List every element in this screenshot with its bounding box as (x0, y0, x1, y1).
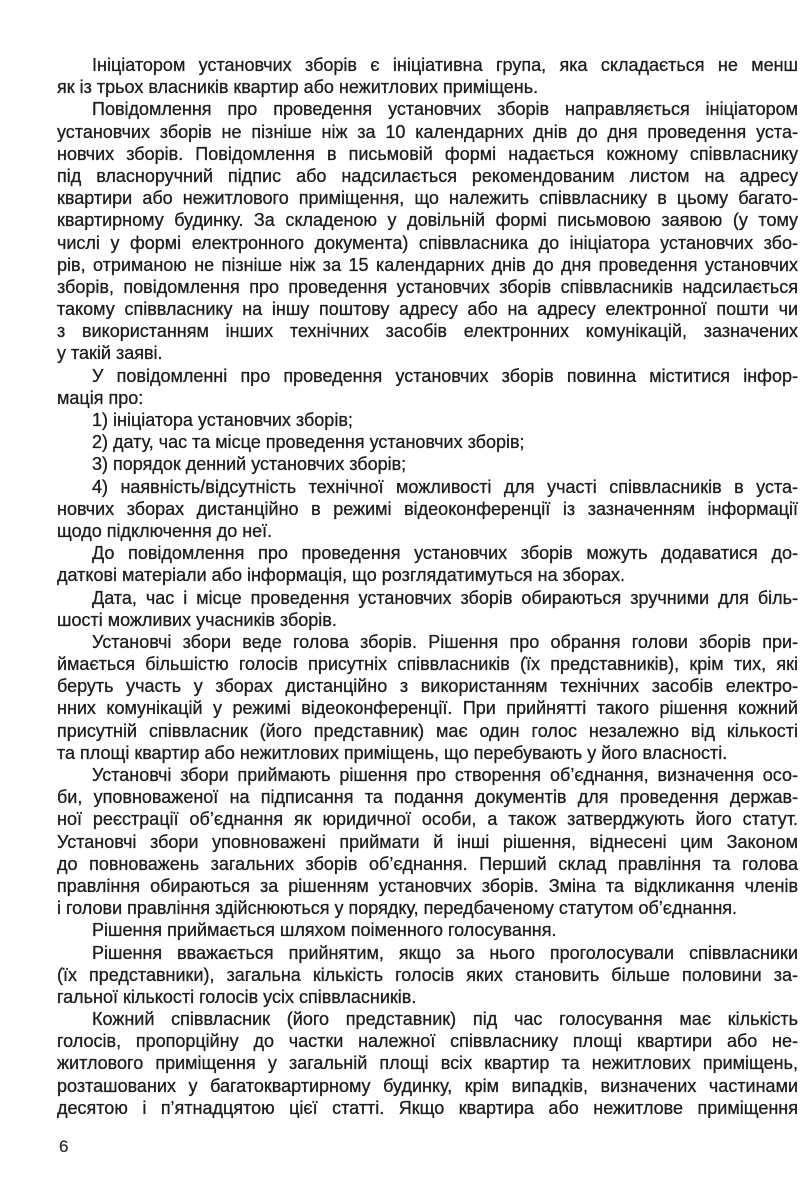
text-line-content: Установчі збори уповноважені приймати й інші рішення, віднесені цим Законом (57, 831, 798, 852)
text-line-content: новчих зборів. Повідомлення в письмовій формі надається кожному співвласнику (57, 143, 798, 164)
text-line (57, 675, 798, 697)
text-line-content: 4) наявність/відсутність технічної можливості для участі співвласників в уста- (92, 476, 798, 497)
paragraph (57, 631, 798, 764)
paragraph (57, 476, 798, 543)
text-line (57, 786, 798, 808)
text-line (57, 276, 798, 298)
paragraph (57, 587, 798, 631)
paragraph (57, 542, 798, 586)
text-line-content: У повідомленні про проведення установчих зборів повинна міститися інфор- (92, 365, 798, 386)
text-line (57, 764, 798, 786)
text-line (57, 742, 798, 764)
paragraph (57, 453, 798, 475)
text-line (57, 1008, 798, 1030)
text-line-content: даткові матеріали або інформація, що розглядатимуться на зборах. (57, 565, 626, 586)
text-line (57, 365, 798, 387)
text-line (57, 631, 798, 653)
text-line (57, 609, 798, 631)
paragraph (57, 365, 798, 409)
text-line (57, 942, 798, 964)
text-line-content: Дата, час і місце проведення установчих зборів обираються зручними для біль- (92, 587, 799, 608)
text-line (57, 387, 798, 409)
text-line-content: Установчі збори приймають рішення про створення об’єднання, визначення осо- (92, 765, 798, 785)
text-line-content: Кожний співвласник (його представник) під час голосування має кількість (92, 1009, 799, 1030)
paragraph (57, 98, 798, 364)
text-line-content: розташованих у багатоквартирному будинку, крім випадків, визначених частинами (57, 1075, 798, 1096)
text-line-content: рів, отриманою не пізніше ніж за 15 календарних днів до дня проведення установчих (57, 254, 798, 275)
text-line (57, 520, 798, 542)
text-line (57, 431, 798, 453)
text-line (57, 1075, 798, 1097)
text-line-content: 3) порядок денний установчих зборів; (92, 454, 407, 475)
text-line-content: з використанням інших технічних засобів електронних комунікацій, зазначених (57, 321, 799, 342)
paragraph (57, 919, 798, 941)
text-line (57, 165, 798, 187)
text-line-content: Установчі збори веде голова зборів. Рішення про обрання голови зборів при- (92, 631, 799, 652)
text-line-content: 1) ініціатора установчих зборів; (92, 410, 353, 430)
text-line-content: до повноважень загальних зборів об’єднання. Перший склад правління та голова (57, 853, 799, 874)
text-line-content: у такій заяві. (57, 343, 163, 364)
text-line (57, 831, 798, 853)
text-line (57, 187, 798, 209)
text-line (57, 964, 798, 986)
paragraph (57, 54, 798, 98)
text-line-content: числі у формі електронного документа) співвласника до ініціатора установчих збо- (57, 232, 798, 253)
text-line (57, 853, 798, 875)
text-line-content: десятою і п’ятнадцятою цієї статті. Якщо квартира або нежитлове приміщення (57, 1097, 798, 1118)
text-line-content: би, уповноваженої на підписання та подання документів для проведення держав- (57, 787, 799, 808)
text-line (57, 409, 798, 431)
text-line-content: ймається більшістю голосів присутніх співвласників (їх представників), крім тих, які (57, 654, 799, 675)
paragraph (57, 1008, 798, 1119)
text-line-content: мація про: (57, 387, 144, 408)
text-line-content: такому співвласнику на іншу поштову адресу або на адресу електронної пошти чи (57, 299, 798, 320)
text-line-content: квартирному будинку. За складеною у довільній формі письмовою заявою (у тому (57, 210, 799, 231)
text-line (57, 76, 798, 98)
text-line (57, 808, 798, 830)
text-line-content: Повідомлення про проведення установчих зборів направляється ініціатором (92, 99, 798, 120)
text-line-content: квартири або нежитлового приміщення, що належить співвласнику в цьому багато- (57, 188, 798, 209)
text-line-content: беруть участь у зборах дистанційно з використанням технічних засобів електро- (57, 676, 798, 697)
text-line (57, 98, 798, 120)
page-number: 6 (59, 1137, 69, 1156)
text-line-content: житлового приміщення у загальній площі всіх квартир та нежитлових приміщень, (57, 1053, 798, 1074)
text-line (57, 720, 798, 742)
text-line-content: присутній співвласник (його представник) має один голос незалежно від кількості (57, 720, 798, 741)
text-line (57, 1030, 798, 1052)
text-line (57, 143, 798, 165)
text-line (57, 320, 798, 342)
text-line (57, 453, 798, 475)
paragraph (57, 764, 798, 919)
text-line (57, 254, 798, 276)
paragraph (57, 942, 798, 1009)
text-line-content: ної реєстрації об’єднання як юридичної особи, а також затверджують його статут. (57, 809, 799, 830)
text-line-content: Рішення вважається прийнятим, якщо за нього проголосували співвласники (92, 942, 798, 963)
text-line (57, 919, 798, 941)
text-line-content: під власноручний підпис або надсилається рекомендованим листом на адресу (57, 165, 798, 186)
text-line (57, 54, 798, 76)
text-line-content: і голови правління здійснюються у порядку, передбаченому статутом об’єднання. (57, 898, 738, 919)
text-line (57, 232, 798, 254)
text-line (57, 564, 798, 586)
text-line (57, 121, 798, 143)
text-line-content: 2) дату, час та місце проведення установчих зборів; (92, 432, 525, 453)
text-line-content: шості можливих учасників зборів. (57, 609, 337, 630)
text-line (57, 342, 798, 364)
text-line (57, 1052, 798, 1074)
paragraph (57, 409, 798, 431)
text-line-content: голосів, пропорційну до частки належної співвласнику площі квартири або не- (57, 1031, 798, 1052)
text-line-content: гальної кількості голосів усіх співвласників. (57, 986, 417, 1007)
text-line-content: (їх представники), загальна кількість голосів яких становить більше половини за- (57, 964, 798, 985)
text-line (57, 498, 798, 520)
text-line-content: правління обираються за рішенням установчих зборів. Зміна та відкликання членів (57, 875, 799, 896)
text-line-content: нних комунікацій у режимі відеоконференції. При прийнятті такого рішення кожний (57, 698, 798, 719)
text-block (57, 54, 798, 1119)
text-line (57, 476, 798, 498)
text-line-content: щодо підключення до неї. (57, 520, 273, 541)
text-line-content: зборів, повідомлення про проведення установчих зборів співвласників надсилається (57, 276, 799, 297)
text-line (57, 298, 798, 320)
text-line (57, 1097, 798, 1119)
text-line (57, 587, 798, 609)
text-line (57, 875, 798, 897)
text-line-content: Рішення приймається шляхом поіменного голосування. (92, 920, 557, 941)
text-line-content: Ініціатором установчих зборів є ініціативна група, яка складається не менш (92, 55, 798, 75)
text-line (57, 542, 798, 564)
text-line-content: новчих зборах дистанційно в режимі відеоконференції із зазначенням інформації (57, 498, 799, 519)
paragraph (57, 431, 798, 453)
text-line (57, 209, 798, 231)
text-line-content: та площі квартир або нежитлових приміщень, що перебувають у його власності. (57, 742, 728, 763)
text-line-content: установчих зборів не пізніше ніж за 10 календарних днів до дня проведення уста- (57, 121, 798, 142)
text-line (57, 986, 798, 1008)
text-line (57, 697, 798, 719)
text-line-content: як із трьох власників квартир або нежитлових приміщень. (57, 77, 539, 98)
text-line-content: До повідомлення про проведення установчих зборів можуть додаватися до- (92, 543, 798, 564)
text-line (57, 653, 798, 675)
text-line (57, 897, 798, 919)
